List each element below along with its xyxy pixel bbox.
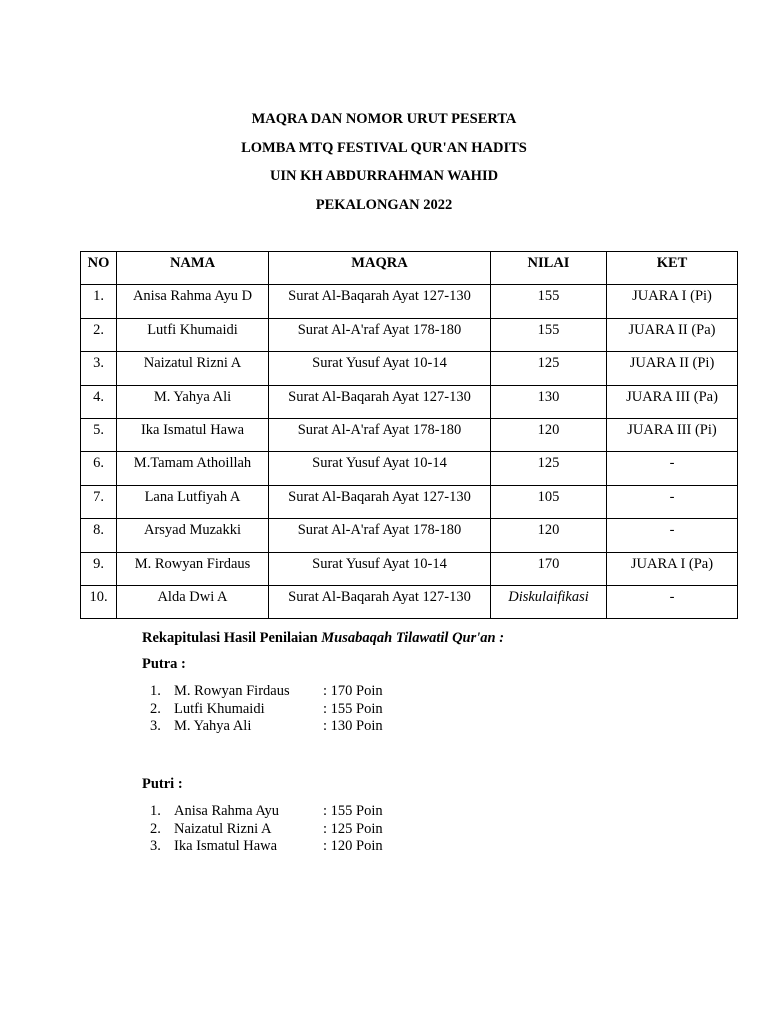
cell-no: 8. (81, 519, 117, 552)
rank-name: Lutfi Khumaidi (174, 700, 265, 717)
cell-nilai: 155 (491, 318, 607, 351)
cell-nilai: 170 (491, 552, 607, 585)
cell-ket: - (607, 452, 738, 485)
cell-ket: JUARA III (Pi) (607, 418, 738, 451)
cell-nama: Naizatul Rizni A (117, 352, 269, 385)
cell-nama: M. Yahya Ali (117, 385, 269, 418)
column-header-nilai: NILAI (491, 252, 607, 285)
cell-no: 6. (81, 452, 117, 485)
table-row (81, 485, 738, 518)
cell-ket: JUARA II (Pi) (607, 352, 738, 385)
rank-name: M. Rowyan Firdaus (174, 683, 290, 699)
table-row (81, 385, 738, 418)
cell-maqra: Surat Al-A'raf Ayat 178-180 (269, 318, 491, 351)
list-item (150, 718, 383, 736)
cell-no: 7. (81, 485, 117, 518)
rank-name: M. Yahya Ali (174, 718, 252, 735)
rank-number: 1. (150, 803, 161, 819)
cell-no: 10. (81, 585, 117, 618)
cell-ket: JUARA I (Pi) (607, 285, 738, 318)
cell-nilai: 105 (491, 485, 607, 518)
cell-nama: Lutfi Khumaidi (117, 318, 269, 351)
cell-nilai: 120 (491, 519, 607, 552)
summary-title (142, 629, 504, 647)
cell-nilai: 155 (491, 285, 607, 318)
cell-no: 4. (81, 385, 117, 418)
list-item (150, 701, 383, 719)
rank-number: 2. (150, 820, 161, 837)
cell-no: 2. (81, 318, 117, 351)
cell-ket: - (607, 485, 738, 518)
rank-number: 1. (150, 683, 161, 699)
cell-nilai: 125 (491, 352, 607, 385)
title-line-4: PEKALONGAN 2022 (315, 197, 453, 213)
cell-maqra: Surat Al-Baqarah Ayat 127-130 (269, 585, 491, 618)
cell-nilai: 120 (491, 418, 607, 451)
rank-name: Anisa Rahma Ayu (174, 803, 279, 819)
cell-ket: JUARA I (Pa) (607, 552, 738, 585)
table-row (81, 418, 738, 451)
rank-number: 2. (150, 700, 161, 717)
column-header-maqra: MAQRA (269, 252, 491, 285)
rank-points: : 155 Poin (323, 803, 383, 819)
rank-points: : 155 Poin (323, 700, 383, 717)
cell-maqra: Surat Al-A'raf Ayat 178-180 (269, 519, 491, 552)
column-header-ket: KET (607, 252, 738, 285)
cell-nama: Arsyad Muzakki (117, 519, 269, 552)
rank-points: : 130 Poin (323, 718, 383, 735)
rank-number: 3. (150, 718, 161, 735)
cell-nilai: 125 (491, 452, 607, 485)
title-line-2: LOMBA MTQ FESTIVAL QUR'AN HADITS (241, 140, 527, 156)
cell-ket: JUARA III (Pa) (607, 385, 738, 418)
cell-nama: Ika Ismatul Hawa (117, 418, 269, 451)
cell-no: 1. (81, 285, 117, 318)
table-row (81, 519, 738, 552)
table-row (81, 285, 738, 318)
list-item (150, 683, 383, 701)
cell-no: 5. (81, 418, 117, 451)
rank-points: : 120 Poin (323, 838, 383, 855)
cell-maqra: Surat Al-Baqarah Ayat 127-130 (269, 285, 491, 318)
cell-no: 3. (81, 352, 117, 385)
rank-points: : 170 Poin (323, 683, 383, 699)
cell-nilai: Diskulaifikasi (491, 585, 607, 618)
summary-title-prefix: Rekapitulasi Hasil Penilaian (142, 630, 322, 646)
cell-nama: Lana Lutfiyah A (117, 485, 269, 518)
putra-ranking-list (150, 683, 383, 736)
cell-maqra: Surat Yusuf Ayat 10-14 (269, 452, 491, 485)
cell-maqra: Surat Yusuf Ayat 10-14 (269, 352, 491, 385)
cell-maqra: Surat Al-Baqarah Ayat 127-130 (269, 385, 491, 418)
cell-nama: M. Rowyan Firdaus (117, 552, 269, 585)
cell-maqra: Surat Al-A'raf Ayat 178-180 (269, 418, 491, 451)
rank-name: Naizatul Rizni A (174, 820, 272, 837)
cell-maqra: Surat Al-Baqarah Ayat 127-130 (269, 485, 491, 518)
putri-ranking-list (150, 803, 383, 856)
summary-title-italic: Musabaqah Tilawatil Qur'an : (321, 630, 505, 646)
table-row (81, 318, 738, 351)
table-row (81, 352, 738, 385)
cell-maqra: Surat Yusuf Ayat 10-14 (269, 552, 491, 585)
cell-nilai: 130 (491, 385, 607, 418)
cell-ket: JUARA II (Pa) (607, 318, 738, 351)
cell-nama: M.Tamam Athoillah (117, 452, 269, 485)
table-row (81, 585, 738, 618)
table-row (81, 452, 738, 485)
list-item (150, 803, 383, 821)
cell-nama: Alda Dwi A (117, 585, 269, 618)
rank-name: Ika Ismatul Hawa (174, 838, 278, 855)
cell-no: 9. (81, 552, 117, 585)
list-item (150, 821, 383, 839)
column-header-no: NO (81, 252, 117, 285)
column-header-nama: NAMA (117, 252, 269, 285)
putra-label: Putra : (142, 656, 186, 672)
putri-label: Putri : (142, 776, 183, 792)
cell-nama: Anisa Rahma Ayu D (117, 285, 269, 318)
table-header-row (81, 252, 738, 285)
participants-table (80, 251, 738, 619)
list-item (150, 838, 383, 856)
rank-points: : 125 Poin (323, 820, 383, 837)
table-row (81, 552, 738, 585)
title-line-1: MAQRA DAN NOMOR URUT PESERTA (251, 111, 517, 127)
cell-ket: - (607, 585, 738, 618)
cell-ket: - (607, 519, 738, 552)
rank-number: 3. (150, 838, 161, 855)
title-line-3: UIN KH ABDURRAHMAN WAHID (269, 168, 499, 184)
